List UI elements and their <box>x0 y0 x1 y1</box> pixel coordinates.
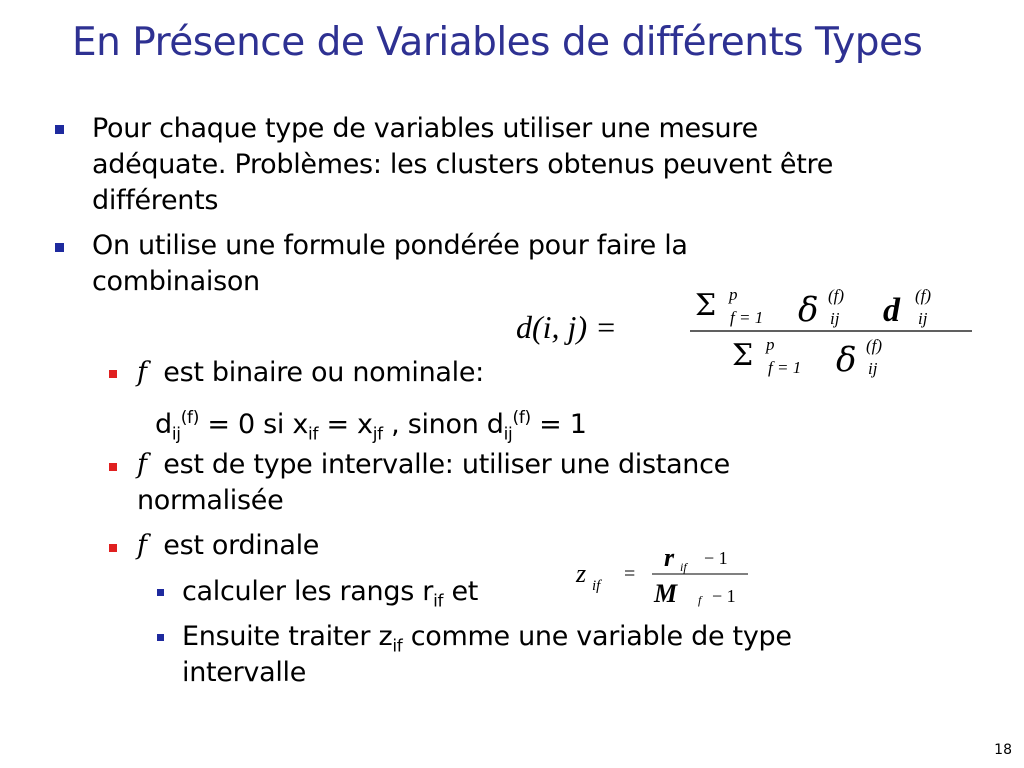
interval-line-2: normalisée <box>137 485 284 516</box>
sub-item-interval <box>137 447 730 483</box>
num-upper-limit: p <box>729 285 738 304</box>
num-delta-sup: (f) <box>828 286 845 305</box>
num-sum-symbol: Σ <box>695 288 717 323</box>
bullet-marker <box>55 125 64 134</box>
var-f: f <box>137 530 147 561</box>
num-d-sup: (f) <box>915 286 932 305</box>
num-d: d <box>883 292 900 329</box>
r-var: r <box>664 543 675 572</box>
z-var: z <box>576 559 587 588</box>
den-lower-limit: f = 1 <box>768 358 802 377</box>
bullet-marker <box>55 243 64 252</box>
interval-text: est de type intervalle: utiliser une distance <box>163 449 730 480</box>
var-f: f <box>137 449 147 480</box>
subsub-item-treat-line-2: intervalle <box>182 657 307 688</box>
num-delta-sub: ij <box>830 309 840 328</box>
rank-normalization-formula <box>572 542 762 612</box>
ordinal-text: est ordinale <box>163 530 320 561</box>
formula-lhs: d(i, j) = <box>516 309 617 345</box>
den-delta-sup: (f) <box>866 336 883 355</box>
binary-text: est binaire ou nominale: <box>163 357 484 388</box>
M-sub: f <box>698 593 702 607</box>
sub-bullet-marker <box>109 463 117 471</box>
equals-sign: = <box>624 563 636 585</box>
r-sub: if <box>680 560 687 574</box>
sub-bullet-marker <box>109 544 117 552</box>
subsub-bullet-marker <box>157 634 164 641</box>
bullet-1-line-1: Pour chaque type de variables utiliser une mesure <box>92 113 758 144</box>
weighted-distance-formula <box>510 283 980 378</box>
subsub-item-treat: Ensuite traiter $z_{if}$ comme une variable de type <box>182 621 792 657</box>
den-sum-symbol: Σ <box>732 338 754 373</box>
bullet-2-line-1: On utilise une formule pondérée pour faire la <box>92 230 688 261</box>
num-minus-one: − 1 <box>704 548 728 568</box>
sub-bullet-marker <box>109 370 117 378</box>
bullet-2-line-2: combinaison <box>92 266 260 297</box>
num-delta: δ <box>798 290 819 330</box>
den-upper-limit: p <box>766 335 775 354</box>
den-delta: δ <box>836 340 857 378</box>
M-var: M <box>654 579 678 608</box>
var-f: f <box>137 357 147 388</box>
bullet-1-line-3: différents <box>92 185 219 216</box>
subsub-item-ranks: calculer les rangs $r_{if}$ et <box>182 576 479 612</box>
sub-item-ordinal <box>137 528 319 564</box>
subsub-bullet-marker <box>157 589 164 596</box>
den-minus-one: − 1 <box>712 586 736 606</box>
num-lower-limit: f = 1 <box>730 308 764 327</box>
slide-title: En Présence de Variables de différents Types <box>72 20 923 65</box>
den-delta-sub: ij <box>868 359 878 378</box>
page-number: 18 <box>994 742 1012 758</box>
num-d-sub: ij <box>918 309 928 328</box>
z-sub: if <box>592 578 601 594</box>
binary-rule: $d_{ij}^{(f)} = 0$ si $x_{if} = x_{jf}$ , sinon $d_{ij}^{(f)} = 1$ <box>155 408 587 445</box>
bullet-1-line-2: adéquate. Problèmes: les clusters obtenus peuvent être <box>92 149 834 180</box>
sub-item-binary <box>137 355 484 391</box>
